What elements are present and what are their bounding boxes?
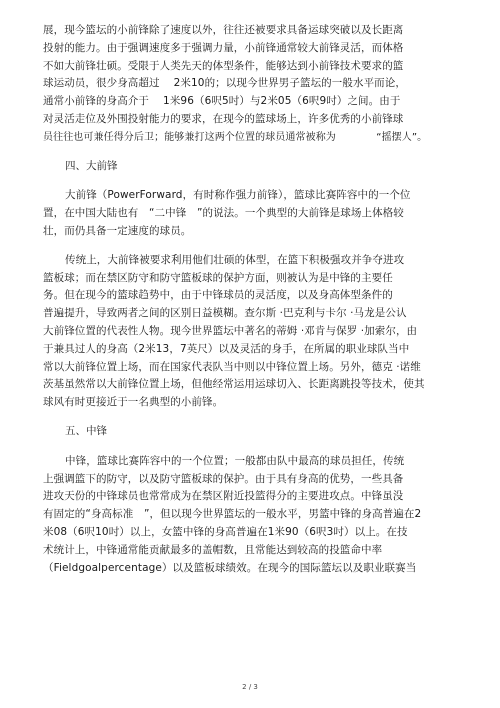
text-line: 壮，而仍具备一定速度的球员。	[43, 224, 192, 237]
text-line: 对灵活走位及外围投射能力的要求，在现今的篮球场上，许多优秀的小前锋球	[43, 112, 404, 125]
text-line: 普遍提升，导致两者之间的区别日益模糊。查尔斯 ·巴克利与卡尔 ·马龙是公认	[43, 307, 407, 320]
text-line: 务。但在现今的篮球趋势中，由于中锋球员的灵活度，以及身高体型条件的	[43, 289, 393, 302]
text-line: 大前锋位置的代表性人物。现今世界篮坛中著名的蒂姆 ·邓肯与保罗 ·加索尔，由	[43, 324, 418, 337]
text-line: 上强调篮下的防守，以及防守篮板球的保护。由于具有身高的优势，一些具备	[43, 472, 404, 485]
text-line: 员往往也可兼任得分后卫；能够兼打这两个位置的球员通常被称为 “摇摆人”。	[43, 131, 428, 143]
section-heading-power-forward: 四、大前锋	[65, 159, 118, 172]
text-line: 米08（6呎10吋）以上，女篮中锋的身高普遍在1米90（6呎3吋）以上。在技	[43, 525, 408, 538]
text-line: 球风有时更接近于一名典型的小前锋。	[43, 396, 224, 409]
text-line: 投射的能力。由于强调速度多于强调力量，小前锋通常较大前锋灵活，而体格	[43, 41, 404, 54]
page-number: 2 / 3	[242, 683, 258, 691]
text-line: 置，在中国大陆也有 “二中锋 ”的说法。一个典型的大前锋是球场上体格较	[43, 207, 404, 220]
text-line: 大前锋（PowerForward，有时称作强力前锋），篮球比赛阵容中的一个位	[65, 189, 411, 202]
text-line: （Fieldgoalpercentage）以及篮板球绩效。在现今的国际篮坛以及职业联赛当	[43, 561, 417, 574]
text-line: 不如大前锋壮硕。受限于人类先天的体型条件，能够达到小前锋技术要求的篮	[43, 59, 404, 72]
paragraph-power-forward-intro	[43, 187, 463, 240]
paragraph-center	[43, 453, 463, 578]
paragraph-small-forward	[43, 22, 463, 147]
text-line: 展，现今篮坛的小前锋除了速度以外，往往还被要求具备运球突破以及长距离	[43, 24, 404, 36]
text-line: 于兼具过人的身高（2米13，7英尺）以及灵活的身手，在所属的职业球队当中	[43, 342, 410, 355]
text-line: 篮板球；而在禁区防守和防守篮板球的保护方面，则被认为是中锋的主要任	[43, 271, 393, 284]
text-line: 茨基虽然常以大前锋位置上场，但他经常运用运球切入、长距离跳投等技术，使其	[43, 378, 425, 391]
text-line: 有固定的“身高标准 ”，但以现今世界篮坛的一般水平，男篮中锋的身高普遍在2	[43, 508, 422, 521]
document-body	[43, 22, 463, 588]
text-line: 球运动员，很少身高超过 2米10的；以现今世界男子篮坛的一般水平而论，	[43, 77, 406, 90]
paragraph-power-forward-body	[43, 252, 463, 412]
text-line: 传统上，大前锋被要求利用他们壮硕的体型，在篮下积极强攻并争夺进攻	[65, 253, 405, 266]
text-line: 术统计上，中锋通常能贡献最多的盖帽数，且常能达到较高的投篮命中率	[43, 543, 383, 556]
text-line: 进攻天份的中锋球员也常常成为在禁区附近投篮得分的主要进攻点。中锋虽没	[43, 490, 404, 503]
text-line: 通常小前锋的身高介于 1米96（6呎5吋）与2米05（6呎9吋）之间。由于	[43, 95, 401, 108]
text-line: 中锋，篮球比赛阵容中的一个位置；一般都由队中最高的球员担任，传统	[65, 454, 405, 467]
section-heading-center: 五、中锋	[65, 424, 107, 437]
text-line: 常以大前锋位置上场，而在国家代表队当中则以中锋位置上场。另外，德克 ·诺维	[43, 360, 421, 373]
